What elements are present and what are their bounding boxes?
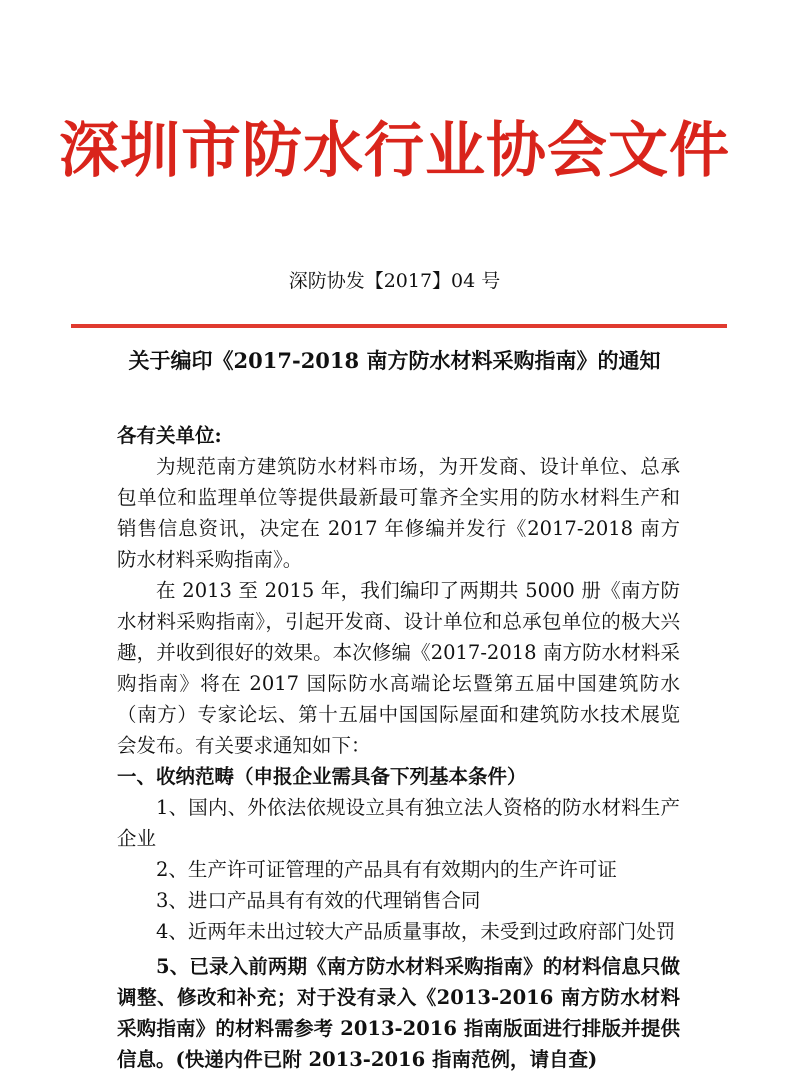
section-heading-scope: 一、收纳范畴（申报企业需具备下列基本条件）	[117, 765, 527, 788]
notice-title: 关于编印《2017-2018 南方防水材料采购指南》的通知	[128, 348, 661, 373]
paragraph-background: 在 2013 至 2015 年，我们编印了两期共 5000 册《南方防水材料采购指南》，引起开发商、设计单位和总承包单位的极大兴趣，并收到很好的效果。本次修编《2017-2018 南方防水材料采购指南》将在 2017 国际防水高端论坛暨第五届中国建筑防水（南方）专家论坛、第十五届中国国际屋面和建筑防水技术展览会发布。有关要求通知如下：	[117, 579, 680, 757]
list-item: 2、生产许可证管理的产品具有有效期内的生产许可证	[156, 858, 617, 881]
paragraph-purpose: 为规范南方建筑防水材料市场，为开发商、设计单位、总承包单位和监理单位等提供最新最可靠齐全实用的防水材料生产和销售信息资讯，决定在 2017 年修编并发行《2017-2018 南方防水材料采购指南》。	[117, 455, 680, 571]
notice-body	[117, 420, 680, 1075]
red-divider-line	[71, 324, 727, 328]
salutation: 各有关单位:	[117, 424, 222, 447]
list-item-bold-note: 5、已录入前两期《南方防水材料采购指南》的材料信息只做调整、修改和补充；对于没有录入《2013-2016 南方防水材料采购指南》的材料需参考 2013-2016 指南版面进行排版并提供信息。(快递内件已附 2013-2016 指南范例，请自查)	[117, 955, 680, 1071]
letterhead-title: 深圳市防水行业协会文件	[59, 116, 730, 186]
list-item: 3、进口产品具有有效的代理销售合同	[156, 889, 481, 912]
list-item: 1、国内、外依法依规设立具有独立法人资格的防水材料生产企业	[117, 796, 680, 850]
list-item: 4、近两年未出过较大产品质量事故，未受到过政府部门处罚	[156, 920, 676, 943]
document-number: 深防协发【2017】04 号	[288, 270, 501, 292]
